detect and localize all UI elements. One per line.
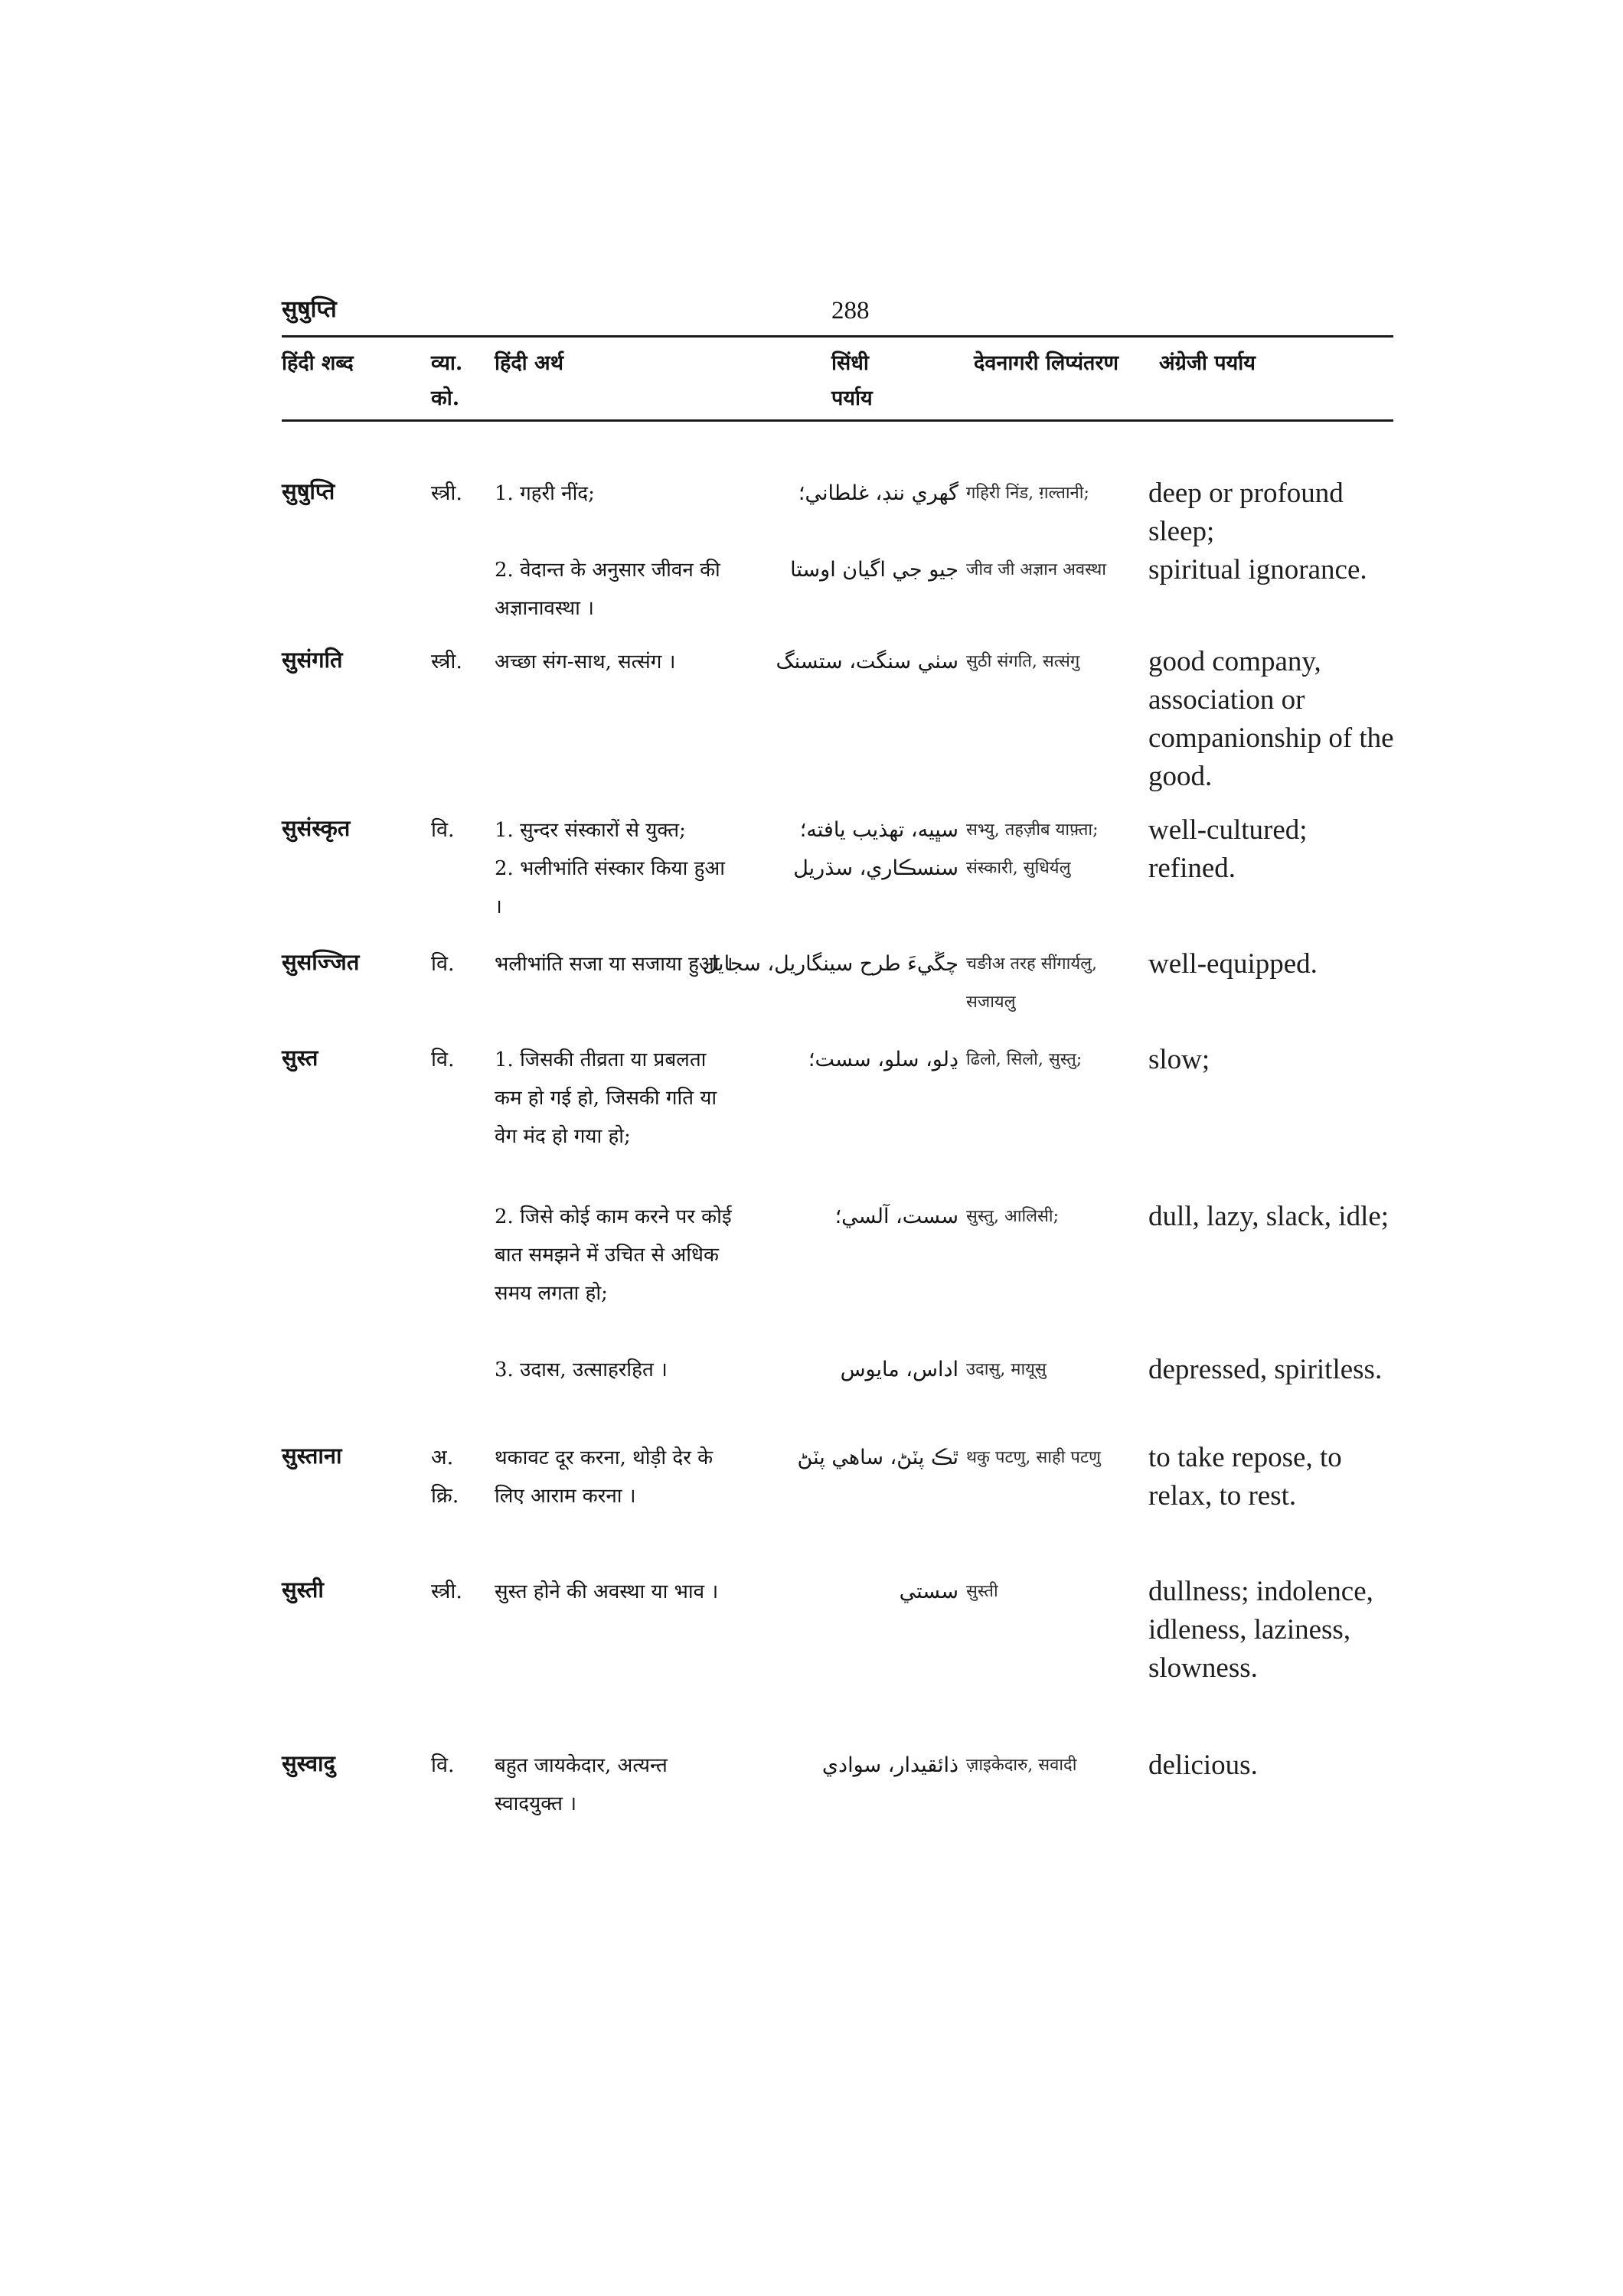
entry-headword: सुषुप्ति [282,478,335,504]
entry-grammar: वि. [431,818,455,842]
sense-english: spiritual ignorance. [1148,554,1367,585]
entry-grammar: स्त्री. [431,1580,462,1603]
sense-hindi-meaning: 3. उदास, उत्साहरहित । [495,1358,668,1381]
sense-devanagari: गहिरी निंड, ग़ल्तानी; [966,484,1089,503]
sense-devanagari: ज़ाइकेदारु, सवादी [966,1756,1077,1775]
sense-devanagari: सुठी संगति, सत्संगु [966,652,1080,671]
entry-grammar: वि. [431,952,455,976]
column-header-hindi-meaning: हिंदी अर्थ [495,351,563,375]
sense-english: to take repose, to relax, to rest. [1148,1442,1342,1512]
sense-devanagari: संस्कारी, सुधिर्यलु [966,859,1071,878]
sense-hindi-meaning: भलीभांति सजा या सजाया हुआ । [495,953,733,976]
entry-grammar: स्त्री. [431,481,462,505]
sense-devanagari: चङीअ तरह सींगार्यलु, सजायलु [966,954,1098,1012]
column-header-devanagari: देवनागरी लिप्यंतरण [974,351,1119,375]
sense-sindhi: اداس، مايوس [840,1358,958,1381]
sense-english: well-cultured; [1148,814,1308,846]
sense-sindhi: سٺي سنگت، ستسنگ [776,650,958,673]
sense-hindi-meaning: 2. वेदान्त के अनुसार जीवन की अज्ञानावस्था । [495,559,720,620]
entry-grammar: अ. क्रि. [431,1446,459,1508]
sense-devanagari: सभ्यु, तहज़ीब याफ़्ता; [966,820,1099,840]
sense-sindhi: سڀيه، تهذيب يافته؛ [799,818,958,842]
sense-english: dull, lazy, slack, idle; [1148,1201,1390,1232]
column-header-hindi-word: हिंदी शब्द [282,351,354,375]
sense-hindi-meaning: बहुत जायकेदार, अत्यन्त स्वादयुक्त । [495,1754,668,1815]
entry-grammar: स्त्री. [431,650,462,673]
sense-hindi-meaning: सुस्त होने की अवस्था या भाव । [495,1580,719,1603]
page-number: 288 [831,297,870,325]
entry-grammar: वि. [431,1753,455,1777]
entry-headword: सुस्त [282,1045,318,1071]
sense-devanagari: ढिलो, सिलो, सुस्तु; [966,1050,1083,1069]
entry-headword: सुसंस्कृत [282,815,351,841]
sense-english: dullness; indolence, idleness, laziness, slowness. [1148,1576,1373,1684]
sense-sindhi: جيو جي اگيان اوستا [790,558,958,582]
sense-sindhi: چڱيءَ طرح سينگاريل، سجايل [702,952,958,976]
sense-english: well-equipped. [1148,948,1318,980]
sense-hindi-meaning: 2. भलीभांति संस्कार किया हुआ । [495,857,725,918]
sense-english: good company, association or companionship of the good. [1148,646,1394,792]
sense-sindhi: گهري ننڊ، غلطاني؛ [798,481,958,505]
sense-hindi-meaning: 2. जिसे कोई काम करने पर कोई बात समझने में उचित से अधिक समय लगता हो; [495,1205,732,1305]
sense-sindhi: ڍلو، سلو، سست؛ [808,1048,958,1071]
sense-sindhi: سنسڪاري، سڌريل [793,856,958,880]
sense-sindhi: ٿڪ پٽڻ، ساهي پٽڻ [797,1446,958,1469]
sense-hindi-meaning: 1. जिसकी तीव्रता या प्रबलता कम हो गई हो, जिसकी गति या वेग मंद हो गया हो; [495,1049,717,1148]
header-top-rule [282,335,1393,338]
sense-english: deep or profound sleep; [1148,478,1344,547]
column-header-grammar: व्या. को. [431,351,463,410]
sense-devanagari: सुस्ती [966,1582,998,1601]
sense-hindi-meaning: थकावट दूर करना, थोड़ी देर के लिए आराम करना । [495,1446,714,1508]
column-header-sindhi: सिंधी पर्याय [831,351,873,410]
sense-devanagari: सुस्तु, आलिसी; [966,1207,1060,1226]
sense-hindi-meaning: अच्छा संग-साथ, सत्संग । [495,651,676,673]
sense-english: slow; [1148,1044,1210,1075]
sense-sindhi: ذائقيدار، سوادي [821,1753,958,1777]
sense-devanagari: थकु पटणु, साही पटणु [966,1448,1101,1467]
sense-english: depressed, spiritless. [1148,1354,1383,1385]
sense-english: refined. [1148,853,1236,884]
column-header-english: अंग्रेजी पर्याय [1159,351,1256,375]
entry-headword: सुसज्जित [282,949,360,975]
sense-hindi-meaning: 1. सुन्दर संस्कारों से युक्त; [495,819,686,842]
running-head: सुषुप्ति [282,296,337,323]
sense-sindhi: سست، آلسي؛ [834,1205,958,1228]
header-bottom-rule [282,419,1393,422]
entry-headword: सुस्वादु [282,1750,335,1776]
sense-devanagari: उदासु, मायूसु [966,1360,1047,1379]
sense-english: delicious. [1148,1750,1258,1781]
sense-hindi-meaning: 1. गहरी नींद; [495,482,595,505]
sense-sindhi: سستي [899,1580,958,1603]
entry-headword: सुस्ताना [282,1443,342,1469]
entry-headword: सुसंगति [282,647,343,673]
entry-grammar: वि. [431,1048,455,1071]
entry-headword: सुस्ती [282,1577,324,1603]
sense-devanagari: जीव जी अज्ञान अवस्था [966,560,1106,579]
